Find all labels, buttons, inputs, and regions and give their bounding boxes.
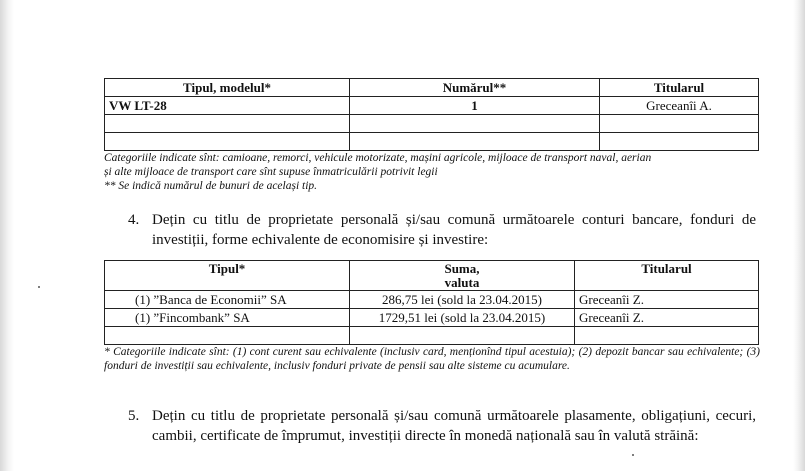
- cell-number: [350, 115, 600, 133]
- header-currency: valuta: [444, 275, 480, 290]
- cell-owner: [575, 327, 759, 345]
- vehicles-table: [104, 78, 759, 151]
- section-number: 4.: [128, 212, 140, 228]
- table-header-row: [105, 79, 759, 97]
- cell-type: [105, 327, 350, 345]
- header-type-model: Tipul, modelul*: [105, 79, 350, 97]
- table-row: [105, 291, 759, 309]
- header-type: Tipul*: [105, 261, 350, 291]
- footnote-line: și alte mijloace de transport care sînt supuse înmatriculării potrivit legii: [104, 166, 438, 178]
- section-text: Dețin cu titlu de proprietate personală și/sau comună următoarele conturi bancare, fonduri de investiții, forme echivalente de economisire și investire:: [152, 212, 756, 248]
- cell-owner: [600, 115, 759, 133]
- scan-speck: [632, 454, 634, 456]
- cell-amount: 286,75 lei (sold la 23.04.2015): [350, 291, 575, 309]
- cell-owner: [600, 133, 759, 151]
- cell-type-model: [105, 133, 350, 151]
- header-amount: Suma,: [444, 261, 480, 276]
- table-row: [105, 309, 759, 327]
- cell-type: (1) ”Banca de Economii” SA: [105, 291, 350, 309]
- bank-accounts-footnote: * Categoriile indicate sînt: (1) cont curent sau echivalente (inclusiv card, menționînd tipul acestuia); (2) depozit bancar sau echivalente; (3) fonduri de investiții sau echivalente, inclusiv fonduri private de pensii sau alte sisteme cu acumulare.: [104, 346, 760, 372]
- cell-owner: Greceanîi A.: [600, 97, 759, 115]
- cell-owner: Greceanîi Z.: [575, 309, 759, 327]
- table-header-row: [105, 261, 759, 291]
- cell-type: (1) ”Fincombank” SA: [105, 309, 350, 327]
- cell-number: 1: [350, 97, 600, 115]
- cell-type-model: VW LT-28: [105, 97, 350, 115]
- section-number: 5.: [128, 408, 140, 424]
- section-text: Dețin cu titlu de proprietate personală și/sau comună următoarele plasamente, obligațiuni, cecuri, cambii, certificate de împrumut, investiții directe în monedă națională sau în valută străină:: [152, 408, 756, 444]
- scan-speck: [38, 286, 40, 288]
- page-edge-right: [793, 0, 805, 471]
- header-number: Numărul**: [350, 79, 600, 97]
- header-owner: Titularul: [600, 79, 759, 97]
- footnote-line: Categoriile indicate sînt: camioane, remorci, vehicule motorizate, mașini agricole, mijloace de transport naval, aerian: [104, 152, 652, 164]
- table-row: [105, 327, 759, 345]
- cell-type-model: [105, 115, 350, 133]
- cell-amount: [350, 327, 575, 345]
- header-owner: Titularul: [575, 261, 759, 291]
- cell-amount: 1729,51 lei (sold la 23.04.2015): [350, 309, 575, 327]
- cell-number: [350, 133, 600, 151]
- bank-accounts-table: [104, 260, 759, 345]
- cell-owner: Greceanîi Z.: [575, 291, 759, 309]
- header-amount-currency: [350, 261, 575, 291]
- page-edge-left: [0, 0, 14, 471]
- vehicles-footnote: [104, 151, 760, 193]
- table-row: [105, 133, 759, 151]
- table-row: [105, 115, 759, 133]
- table-row: [105, 97, 759, 115]
- footnote-line: ** Se indică numărul de bunuri de același tip.: [104, 180, 318, 192]
